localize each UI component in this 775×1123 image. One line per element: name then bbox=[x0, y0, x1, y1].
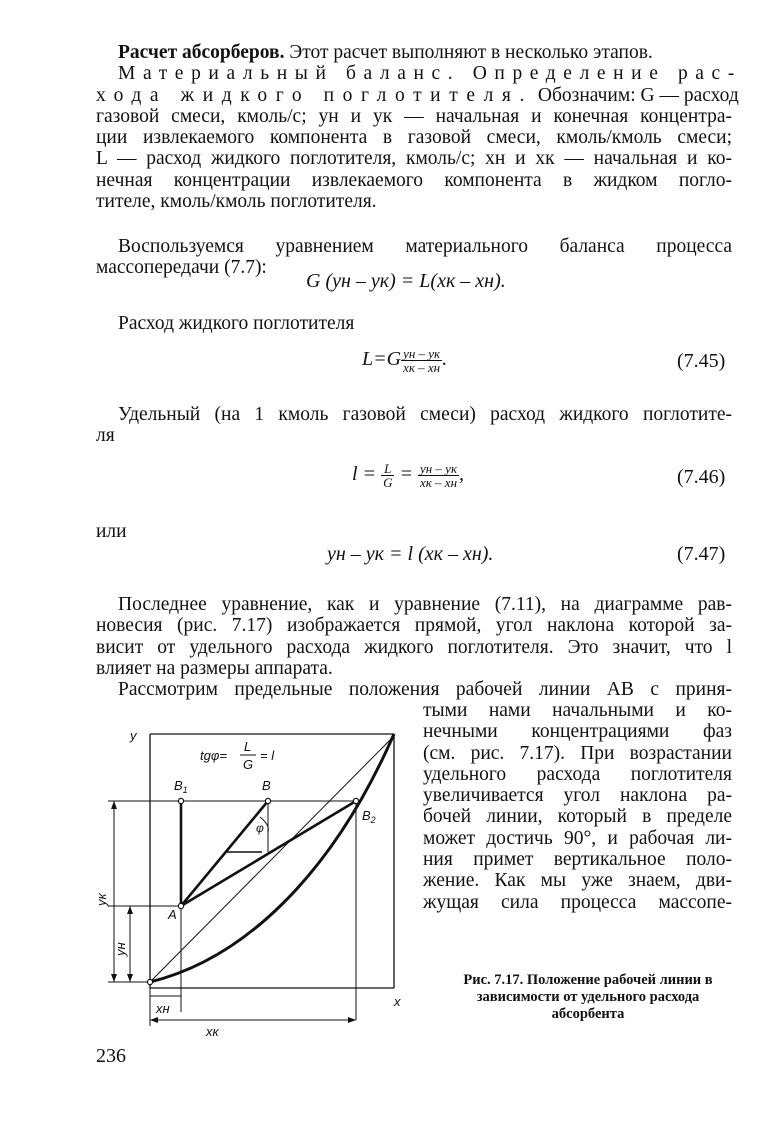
paragraph-line: массопередачи (7.7): bbox=[96, 257, 267, 279]
paragraph-line: Удельный (на 1 кмоль газовой смеси) расход жидкого поглотите- bbox=[118, 404, 732, 425]
intro-line bbox=[96, 42, 732, 63]
definition-line: нечная концентрации извлекаемого компонента в жидком погло- bbox=[96, 169, 732, 191]
paragraph-line: влияет на размеры аппарата. bbox=[96, 657, 333, 679]
paragraph-line: может достичь 90°, и рабочая ли- bbox=[423, 827, 732, 849]
paragraph-line: ния примет вертикальное поло- bbox=[423, 849, 732, 871]
intro-text: Этот расчет выполняют в несколько этапов. bbox=[284, 42, 653, 63]
arrowhead bbox=[150, 1017, 158, 1023]
paragraph-line: Последнее уравнение, как и уравнение (7.11), на диаграмме рав- bbox=[118, 594, 732, 615]
paragraph-line: нечными концентрациями фаз bbox=[423, 721, 732, 743]
paragraph-line: удельного расхода поглотителя bbox=[423, 763, 732, 785]
fraction-numerator: L bbox=[381, 462, 394, 476]
label-xk: xк bbox=[206, 1024, 219, 1039]
paragraph-line: Расход жидкого поглотителя bbox=[118, 313, 355, 334]
label-B2-subscript: 2 bbox=[370, 815, 376, 825]
fraction-numerator: yн – yк bbox=[419, 461, 458, 476]
limit-positions-paragraph-first bbox=[96, 679, 732, 700]
tangent-formula-right: = l bbox=[260, 748, 275, 763]
equation-7-46 bbox=[352, 462, 464, 489]
label-B: B bbox=[262, 778, 271, 793]
equation-7-47: yн – yк = l (xк – xн). bbox=[327, 543, 494, 565]
tangent-formula-numerator: L bbox=[244, 739, 252, 754]
section-heading: Расчет абсорберов. bbox=[118, 42, 285, 63]
spaced-heading-part: хода жидкого поглотителя. bbox=[96, 84, 533, 106]
limit-positions-paragraph-wrap bbox=[423, 700, 732, 913]
definition-line: ции извлекаемого компонента в газовой смеси, кмоль/кмоль смеси; bbox=[96, 127, 732, 149]
paragraph-line: Рассмотрим предельные положения рабочей линии AB с приня- bbox=[118, 679, 732, 700]
equation-lhs: L=G bbox=[362, 348, 402, 371]
axis-y-label: y bbox=[130, 728, 137, 743]
paragraph-line: новесия (рис. 7.17) изображается прямой, угол наклона которой за- bbox=[96, 615, 732, 637]
intro-paragraph bbox=[96, 42, 742, 213]
paragraph-line: Воспользуемся уравнением материального баланса процесса bbox=[118, 236, 732, 257]
working-line-AB bbox=[181, 801, 268, 906]
equation-7-45 bbox=[362, 347, 447, 374]
equals-sign: = bbox=[399, 463, 413, 486]
definition-line: газовой смеси, кмоль/с; yн и yк — начальная и конечная концентра- bbox=[96, 105, 732, 127]
equation-number-7-47: (7.47) bbox=[677, 543, 726, 565]
tangent-formula-left: tgφ= bbox=[200, 748, 227, 763]
balance-equation: G (yн – yк) = L(xк – xн). bbox=[306, 270, 506, 292]
definition-start: Обозначим: G — расход bbox=[532, 84, 739, 106]
label-yn: yн bbox=[113, 942, 128, 956]
axis-x-label: x bbox=[394, 994, 401, 1009]
caption-line: зависимости от удельного расхода bbox=[476, 989, 700, 1005]
equilibrium-diagram bbox=[90, 720, 420, 1040]
fraction-denominator: xк – xн bbox=[419, 475, 458, 490]
equation-tail: . bbox=[442, 348, 448, 371]
arrowhead bbox=[111, 974, 117, 982]
fraction bbox=[401, 347, 442, 374]
label-B2-letter: B bbox=[362, 808, 371, 823]
label-B1 bbox=[174, 778, 188, 795]
equation-number-7-45: (7.45) bbox=[677, 350, 726, 372]
paragraph-line: тыми нами начальными и ко- bbox=[423, 700, 732, 721]
caption-line: Рис. 7.17. Положение рабочей линии в bbox=[463, 972, 713, 988]
arrowhead bbox=[348, 1017, 356, 1023]
label-A: A bbox=[168, 907, 177, 922]
equation-tail: , bbox=[459, 463, 465, 486]
label-B2 bbox=[362, 808, 376, 825]
fraction bbox=[381, 462, 394, 489]
arrowhead bbox=[127, 974, 133, 982]
definition-line: тителе, кмоль/кмоль поглотителя. bbox=[96, 191, 377, 213]
definition-line: L — расход жидкого поглотителя, кмоль/с; xн и xк — начальная и ко- bbox=[96, 148, 732, 170]
paragraph-line: ля bbox=[96, 425, 115, 447]
absorbent-flow-heading bbox=[118, 313, 518, 334]
label-B1-letter: B bbox=[174, 778, 183, 793]
arrowhead bbox=[111, 801, 117, 809]
arrowhead bbox=[127, 906, 133, 914]
point-A bbox=[178, 903, 183, 908]
fraction-denominator: G bbox=[383, 475, 393, 490]
label-yk: yк bbox=[94, 893, 109, 906]
paragraph-line: (см. рис. 7.17). При возрастании bbox=[423, 742, 732, 764]
line-slope-paragraph bbox=[96, 594, 732, 679]
equation-number-7-46: (7.46) bbox=[677, 466, 726, 488]
point-B2 bbox=[353, 798, 358, 803]
page-number: 236 bbox=[96, 1045, 126, 1067]
label-phi: φ bbox=[256, 821, 264, 835]
diagonal-line bbox=[150, 736, 394, 982]
paragraph-line: жение. Как мы уже знаем, дви- bbox=[423, 870, 732, 892]
fraction-denominator: xк – xн bbox=[403, 360, 441, 375]
figure-caption bbox=[432, 972, 744, 1023]
paragraph-line: висит от удельного расхода жидкого поглотителя. Это значит, что l bbox=[96, 636, 732, 658]
paragraph-line: бочей линии, который в пределе bbox=[423, 806, 732, 828]
caption-line: абсорбента bbox=[551, 1006, 625, 1022]
label-xn: xн bbox=[156, 1001, 170, 1016]
fraction bbox=[418, 462, 459, 489]
or-word bbox=[96, 521, 196, 542]
point-origin bbox=[147, 979, 152, 984]
equation-lhs: l = bbox=[352, 463, 377, 486]
fraction-numerator: yн – yк bbox=[403, 346, 441, 361]
spaced-heading-line-1: Материальный баланс. Определение рас- bbox=[118, 63, 742, 85]
paragraph-line: увеличивается угол наклона ра- bbox=[423, 785, 732, 807]
paragraph-line: или bbox=[96, 521, 127, 542]
label-B1-subscript: 1 bbox=[182, 785, 188, 795]
point-B1 bbox=[178, 798, 183, 803]
spaced-heading-line-2 bbox=[96, 84, 739, 106]
paragraph-line: жущая сила процесса массопе- bbox=[423, 891, 732, 913]
tangent-formula-denominator: G bbox=[243, 757, 254, 772]
specific-flow-paragraph bbox=[96, 404, 732, 447]
point-B bbox=[265, 798, 270, 803]
